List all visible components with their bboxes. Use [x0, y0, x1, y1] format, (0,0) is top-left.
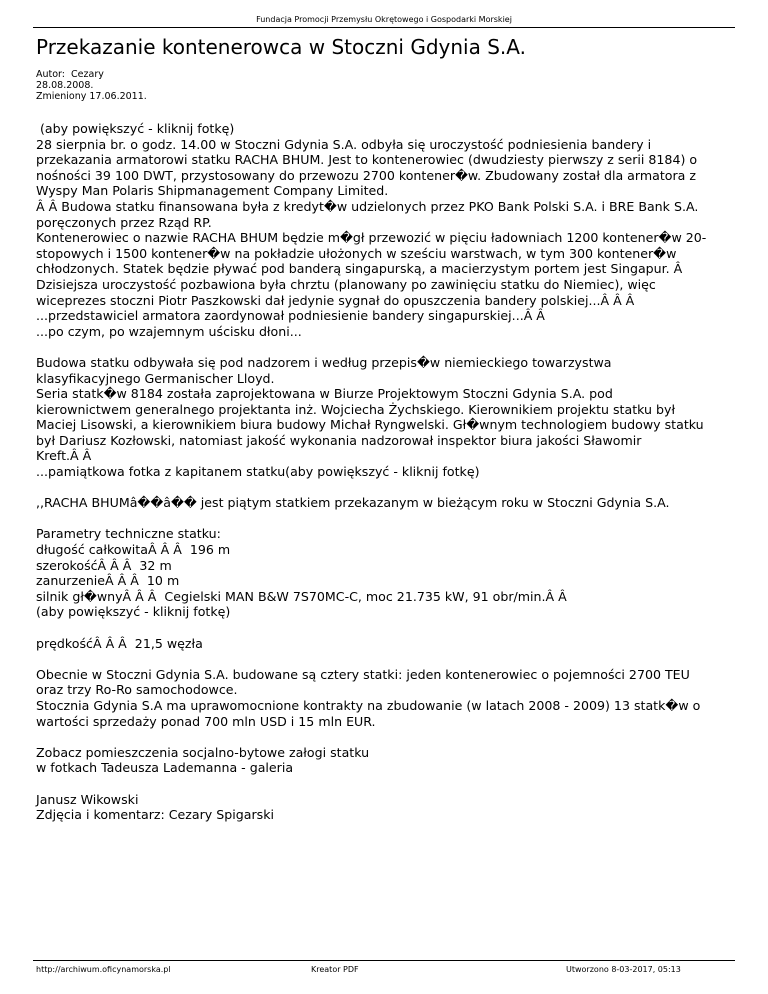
body-line: Kreft.Â Â: [36, 448, 92, 464]
footer-url[interactable]: http://archiwum.oficynamorska.pl: [36, 965, 171, 974]
body-line: szerokośćÂ Â Â 32 m: [36, 557, 172, 573]
running-header: Fundacja Promocji Przemysłu Okrętowego i Gospodarki Morskiej: [256, 15, 512, 24]
article-title: Przekazanie kontenerowca w Stoczni Gdynia S.A.: [36, 35, 526, 59]
body-line: kierownictwem generalnego projektanta inż. Wojciecha Żychskiego. Kierownikiem projektu statku był: [36, 401, 676, 417]
body-line: Stocznia Gdynia S.A ma uprawomocnione kontrakty na zbudowanie (w latach 2008 - 2009) 13 statk�w o: [36, 697, 701, 713]
body-line: Maciej Lisowski, a kierownikiem biura budowy Michał Ryngwelski. Gł�wnym technologiem budowy statku: [36, 417, 704, 433]
body-line: Budowa statku odbywała się pod nadzorem i według przepis�w niemieckiego towarzystwa: [36, 354, 612, 370]
body-line: Obecnie w Stoczni Gdynia S.A. budowane są cztery statki: jeden kontenerowiec o pojemności 2700 TEU: [36, 666, 690, 682]
body-line: ...pamiątkowa fotka z kapitanem statku(aby powiększyć - kliknij fotkę): [36, 464, 480, 480]
paragraph-gap: [36, 620, 736, 636]
body-line: w fotkach Tadeusza Lademanna - galeria: [36, 760, 294, 776]
paragraph-gap: [36, 729, 736, 745]
body-line: długość całkowitaÂ Â Â 196 m: [36, 542, 231, 558]
body-line: (aby powiększyć - kliknij fotkę): [36, 604, 231, 620]
paragraph-gap: [36, 511, 736, 527]
body-line: Janusz Wikowski: [36, 791, 139, 807]
body-line: chłodzonych. Statek będzie pływać pod banderą singapurską, a macierzystym portem jest Singapur. Â: [36, 261, 683, 277]
paragraph-gap: [36, 776, 736, 792]
body-line: Kontenerowiec o nazwie RACHA BHUM będzie m�gł przewozić w pięciu ładowniach 1200 kontener�w 20-: [36, 230, 707, 246]
header-rule: [33, 27, 735, 28]
body-line: był Dariusz Kozłowski, natomiast jakość wykonania nadzorował inspektor biura jakości Sławomir: [36, 432, 642, 448]
body-line: poręczonych przez Rząd RP.: [36, 214, 212, 230]
body-line: oraz trzy Ro-Ro samochodowce.: [36, 682, 238, 698]
paragraph-gap: [36, 651, 736, 667]
body-line: Seria statk�w 8184 została zaprojektowana w Biurze Projektowym Stoczni Gdynia S.A. pod: [36, 386, 613, 402]
paragraph-gap: [36, 339, 736, 355]
body-line: nośności 39 100 DWT, przystosowany do przewozu 2700 kontener�w. Zbudowany został dla armatora z: [36, 167, 696, 183]
modified-date: Zmieniony 17.06.2011.: [36, 91, 147, 102]
body-line: ,,RACHA BHUMâ��â�� jest piątym statkiem przekazanym w bieżącym roku w Stoczni Gdynia S.A.: [36, 495, 670, 511]
body-line: ...przedstawiciel armatora zaordynował podniesienie bandery singapurskiej...Â Â: [36, 308, 545, 324]
body-line: klasyfikacyjnego Germanischer Lloyd.: [36, 370, 275, 386]
footer-rule: [33, 960, 735, 961]
body-line: zanurzenieÂ Â Â 10 m: [36, 573, 180, 589]
body-line: przekazania armatorowi statku RACHA BHUM. Jest to kontenerowiec (dwudziesty pierwszy z serii 8184) o: [36, 152, 698, 168]
article-meta: [36, 69, 147, 102]
body-line: Wyspy Man Polaris Shipmanagement Company Limited.: [36, 183, 389, 199]
body-line: Â Â Budowa statku finansowana była z kredyt�w udzielonych przez PKO Bank Polski S.A. i BRE Bank S.A.: [36, 198, 699, 214]
body-line: stopowych i 1500 kontener�w na pokładzie ułożonych w sześciu warstwach, w tym 300 kontener�w: [36, 245, 677, 261]
body-line: 28 sierpnia br. o godz. 14.00 w Stoczni Gdynia S.A. odbyła się uroczystość podniesienia bandery i: [36, 136, 652, 152]
body-line: ...po czym, po wzajemnym uścisku dłoni...: [36, 323, 302, 339]
footer-created: Utworzono 8-03-2017, 05:13: [566, 965, 681, 974]
body-line: wartości sprzedaży ponad 700 mln USD i 15 mln EUR.: [36, 713, 376, 729]
paragraph-gap: [36, 480, 736, 496]
body-line: (aby powiększyć - kliknij fotkę): [36, 121, 235, 136]
body-line: Zobacz pomieszczenia socjalno-bytowe załogi statku: [36, 744, 370, 760]
author-line: Autor: Cezary: [36, 69, 104, 80]
body-line: wiceprezes stoczni Piotr Paszkowski dał jedynie sygnał do opuszczenia bandery polskiej...Â Â Â: [36, 292, 635, 308]
body-line: silnik gł�wnyÂ Â Â Cegielski MAN B&W 7S70MC-C, moc 21.735 kW, 91 obr/min.Â Â: [36, 588, 567, 604]
body-line: Zdjęcia i komentarz: Cezary Spigarski: [36, 807, 274, 823]
article-body: [36, 121, 736, 823]
footer-generator: Kreator PDF: [311, 965, 359, 974]
body-line: Parametry techniczne statku:: [36, 526, 221, 542]
body-line: Dzisiejsza uroczystość pozbawiona była chrztu (planowany po zawinięciu statku do Niemiec), więc: [36, 276, 656, 292]
body-line: prędkośćÂ Â Â 21,5 węzła: [36, 635, 203, 651]
created-date: 28.08.2008.: [36, 80, 94, 91]
